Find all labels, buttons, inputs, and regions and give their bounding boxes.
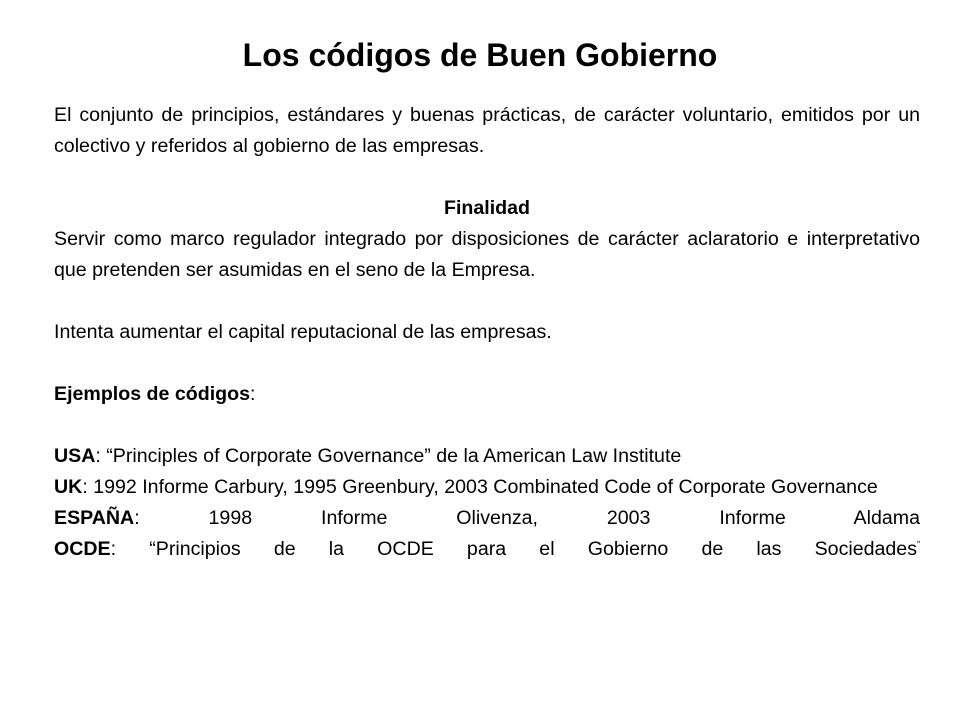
slide-title: Los códigos de Buen Gobierno xyxy=(242,37,718,73)
example-espana-text: : 1998 Informe Olivenza, 2003 Informe Aldama xyxy=(134,507,920,529)
spacer xyxy=(54,348,920,379)
example-espana xyxy=(54,503,920,534)
example-ocde xyxy=(54,534,920,565)
example-uk xyxy=(54,472,920,503)
example-ocde-closing-quote: ” xyxy=(917,539,920,550)
example-usa-label: USA xyxy=(54,445,96,467)
example-uk-label: UK xyxy=(54,476,83,498)
spacer xyxy=(54,286,920,317)
example-espana-label: ESPAÑA xyxy=(54,507,135,529)
slide-body xyxy=(54,100,920,565)
example-usa xyxy=(54,441,920,472)
spacer xyxy=(54,162,920,193)
purpose-text: Servir como marco regulador integrado por disposiciones de carácter aclaratorio e interpretativo que pretenden ser asumidas en el seno de la Empresa. xyxy=(54,228,920,281)
example-uk-text: : 1992 Informe Carbury, 1995 Greenbury, 2003 Combinated Code of Corporate Governance xyxy=(82,476,878,498)
example-ocde-label: OCDE xyxy=(54,538,111,560)
definition-text xyxy=(54,100,920,162)
purpose-heading: Finalidad xyxy=(443,197,530,219)
example-ocde-text: : “Principios de la OCDE para el Gobierno de las Sociedades xyxy=(110,538,917,560)
example-usa-text: : “Principles of Corporate Governance” de la American Law Institute xyxy=(95,445,682,467)
spacer xyxy=(54,410,920,441)
definition-text-start: El conjunto de principios, estándares y buenas prácticas, de carácter voluntario, emitidos por un colectivo y referidos al gobierno de las empresas. xyxy=(54,104,920,157)
examples-heading xyxy=(54,379,920,410)
examples-heading-colon: : xyxy=(249,383,256,405)
reputation-text: Intenta aumentar el capital reputacional de las empresas. xyxy=(54,321,552,343)
examples-heading-label: Ejemplos de códigos xyxy=(54,383,250,405)
